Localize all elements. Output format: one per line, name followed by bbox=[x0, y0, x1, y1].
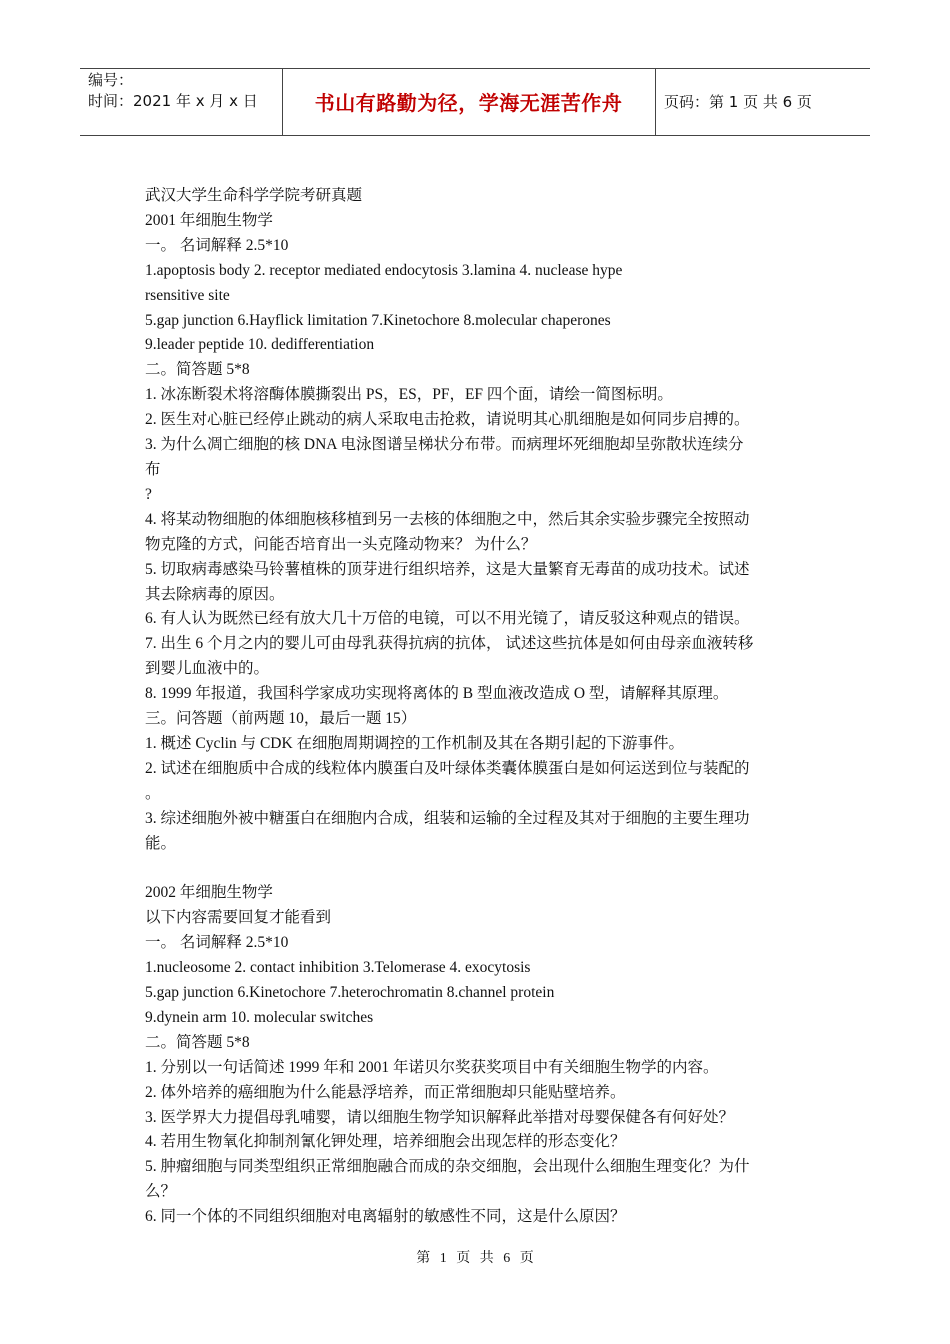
text-line: 4. 将某动物细胞的体细胞核移植到另一去核的体细胞之中，然后其余实验步骤完全按照动 bbox=[145, 510, 750, 528]
text-line: 2001 年细胞生物学 bbox=[145, 211, 273, 229]
text-line: 。 bbox=[145, 784, 161, 802]
text-line: 4. 若用生物氧化抑制剂氰化钾处理，培养细胞会出现怎样的形态变化？ bbox=[145, 1133, 626, 1151]
text-line: 7. 出生 6 个月之内的婴儿可由母乳获得抗病的抗体， 试述这些抗体是如何由母亲血液转移 bbox=[145, 635, 754, 653]
text-line: ? bbox=[145, 485, 152, 503]
page-footer: 第 1 页 共 6 页 bbox=[416, 1251, 534, 1266]
text-line: 3. 综述细胞外被中糖蛋白在细胞内合成，组装和运输的全过程及其对于细胞的主要生理功 bbox=[145, 809, 750, 827]
text-line: 到婴儿血液中的。 bbox=[145, 660, 270, 678]
text-line: 武汉大学生命科学学院考研真题 bbox=[145, 187, 363, 204]
text-line: 9.dynein arm 10. molecular switches bbox=[145, 1008, 374, 1026]
text-line: 5. 切取病毒感染马铃薯植株的顶芽进行组织培养，这是大量繁育无毒苗的成功技术。试述 bbox=[145, 560, 750, 578]
text-line: 三。问答题（前两题 10，最后一题 15） bbox=[145, 710, 417, 728]
header-bottom-rule bbox=[80, 135, 870, 136]
header-page-label: 页码：第 1 页 共 6 页 bbox=[664, 93, 812, 111]
header-divider-right bbox=[655, 68, 656, 135]
blank-line bbox=[145, 856, 810, 881]
text-line: rsensitive site bbox=[145, 286, 230, 304]
date-label: 时间：2021 年 x 月 x 日 bbox=[88, 92, 258, 110]
text-line: 物克隆的方式，问能否培育出一头克隆动物来？ 为什么？ bbox=[145, 535, 537, 553]
text-line: 9.leader peptide 10. dedifferentiation bbox=[145, 336, 375, 354]
text-line: 1.apoptosis body 2. receptor mediated endocytosis 3.lamina 4. nuclease hype bbox=[145, 261, 623, 279]
text-line: 3. 医学界大力提倡母乳哺婴，请以细胞生物学知识解释此举措对母婴保健各有何好处？ bbox=[145, 1108, 735, 1126]
text-line: 5. 肿瘤细胞与同类型组织正常细胞融合而成的杂交细胞，会出现什么细胞生理变化？为什 bbox=[145, 1158, 750, 1176]
text-line: 3. 为什么凋亡细胞的核 DNA 电泳图谱呈梯状分布带。而病理坏死细胞却呈弥散状连续分 bbox=[145, 436, 744, 454]
text-line: 二。简答题 5*8 bbox=[145, 361, 250, 379]
text-line: 布 bbox=[145, 460, 161, 478]
text-line: 以下内容需要回复才能看到 bbox=[145, 909, 332, 927]
text-line: 一。 名词解释 2.5*10 bbox=[145, 934, 289, 952]
text-line: 6. 有人认为既然已经有放大几十万倍的电镜，可以不用光镜了，请反驳这种观点的错误。 bbox=[145, 610, 750, 628]
text-line: 一。 名词解释 2.5*10 bbox=[145, 236, 289, 254]
text-line: 1. 冰冻断裂术将溶酶体膜撕裂出 PS，ES，PF，EF 四个面，请绘一简图标明。 bbox=[145, 386, 673, 404]
text-line: 2. 体外培养的癌细胞为什么能悬浮培养，而正常细胞却只能贴壁培养。 bbox=[145, 1083, 626, 1101]
text-line: 1. 分别以一句话简述 1999 年和 2001 年诺贝尔奖获奖项目中有关细胞生物学的内容。 bbox=[145, 1058, 719, 1076]
text-line: 其去除病毒的原因。 bbox=[145, 585, 285, 603]
text-line: 么？ bbox=[145, 1183, 177, 1201]
text-line: 2. 试述在细胞质中合成的线粒体内膜蛋白及叶绿体类囊体膜蛋白是如何运送到位与装配的 bbox=[145, 759, 750, 777]
text-line: 1.nucleosome 2. contact inhibition 3.Telomerase 4. exocytosis bbox=[145, 959, 531, 977]
text-line: 5.gap junction 6.Hayflick limitation 7.Kinetochore 8.molecular chaperones bbox=[145, 311, 611, 329]
text-line: 1. 概述 Cyclin 与 CDK 在细胞周期调控的工作机制及其在各期引起的下游事件。 bbox=[145, 734, 685, 752]
text-line: 2. 医生对心脏已经停止跳动的病人采取电击抢救，请说明其心肌细胞是如何同步启搏的。 bbox=[145, 411, 750, 429]
header-motto: 书山有路勤为径，学海无涯苦作舟 bbox=[314, 91, 623, 115]
number-label: 编号： bbox=[88, 71, 134, 89]
text-line: 6. 同一个体的不同组织细胞对电离辐射的敏感性不同，这是什么原因？ bbox=[145, 1208, 626, 1226]
header-left bbox=[88, 70, 258, 112]
text-line: 2002 年细胞生物学 bbox=[145, 884, 273, 902]
text-line: 能。 bbox=[145, 834, 177, 852]
text-line: 5.gap junction 6.Kinetochore 7.heterochromatin 8.channel protein bbox=[145, 983, 555, 1001]
text-line: 二。简答题 5*8 bbox=[145, 1033, 250, 1051]
document-body bbox=[145, 184, 810, 1230]
text-line: 8. 1999 年报道，我国科学家成功实现将离体的 B 型血液改造成 O 型，请解释其原理。 bbox=[145, 685, 729, 703]
